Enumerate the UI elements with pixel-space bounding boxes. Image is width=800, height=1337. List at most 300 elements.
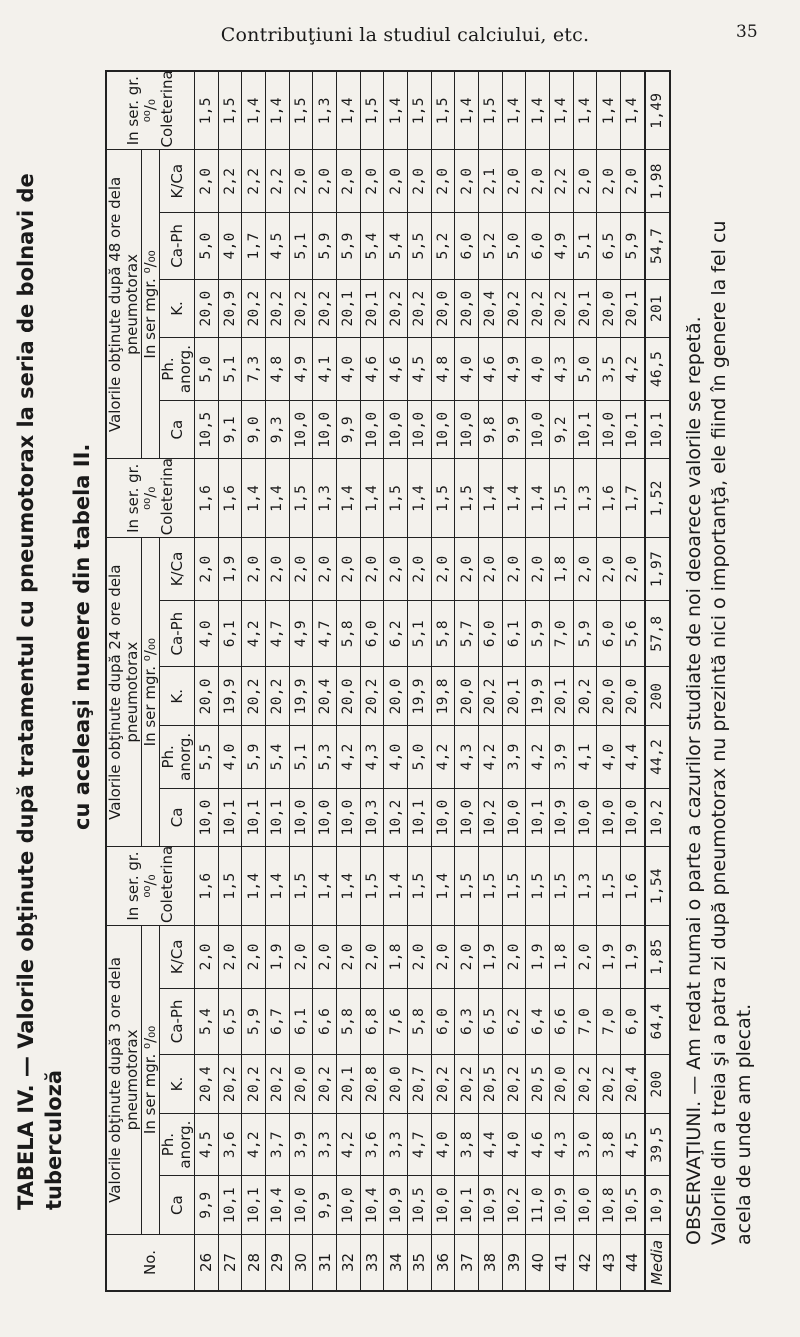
cell-g3-2: 20,1 [360, 279, 384, 338]
cell-g3-5: 1,4 [550, 71, 574, 150]
cell-g2-2: 20,0 [337, 667, 361, 726]
cell-g1-4: 1,9 [526, 925, 550, 988]
row-number: 42 [573, 1234, 597, 1291]
cell-g3-1: 3,5 [597, 338, 621, 401]
cell-g1-5: 1,4 [337, 847, 361, 926]
cell-g1-0: 10,1 [218, 1176, 242, 1235]
cell-g1-4: 2,0 [337, 925, 361, 988]
cell-g1-0: 10,1 [242, 1176, 266, 1235]
row-number: 30 [289, 1234, 313, 1291]
cell-g2-1: 4,0 [384, 726, 408, 789]
cell-g2-1: 4,2 [479, 726, 503, 789]
cell-g3-2: 20,2 [266, 279, 290, 338]
cell-g2-3: 6,1 [218, 600, 242, 667]
group-2-coef: In ser. gr. ⁰⁰/₀ Coleterina [106, 459, 195, 538]
cell-g2-4: 2,0 [455, 538, 479, 601]
cell-g3-1: 46,5 [645, 338, 670, 401]
cell-g1-1: 3,3 [384, 1113, 408, 1176]
cell-g1-2: 20,2 [242, 1055, 266, 1114]
cell-g2-0: 10,0 [313, 788, 337, 847]
row-number: 37 [455, 1234, 479, 1291]
cell-g2-4: 2,0 [502, 538, 526, 601]
cell-g2-4: 1,8 [550, 538, 574, 601]
group-2-title: Valorile obţinute după 24 ore dela pneumotorax [106, 538, 142, 847]
table-row [384, 71, 408, 1291]
cell-g1-1: 4,2 [337, 1113, 361, 1176]
table-row [218, 71, 242, 1291]
cell-g2-4: 2,0 [479, 538, 503, 601]
group-3-title: Valorile obţinute după 48 ore dela pneumotorax [106, 150, 142, 459]
cell-g1-4: 1,8 [384, 925, 408, 988]
cell-g2-3: 4,9 [289, 600, 313, 667]
cell-g3-0: 10,0 [360, 400, 384, 459]
caption-line-1: TABELA IV. — Valorile obţinute după tratamentul cu pneumotorax la seria de bolnavi de tuberculoză [14, 173, 66, 1210]
cell-g1-0: 10,0 [337, 1176, 361, 1235]
cell-g2-2: 19,9 [408, 667, 432, 726]
group-1-coef: In ser. gr. ⁰⁰/₀ Coleterina [106, 847, 195, 926]
cell-g3-5: 1,5 [360, 71, 384, 150]
cell-g1-3: 6,6 [313, 988, 337, 1055]
cell-g1-4: 2,0 [218, 925, 242, 988]
cell-g3-0: 10,1 [573, 400, 597, 459]
column-header-row [160, 71, 195, 1291]
cell-g3-0: 10,0 [289, 400, 313, 459]
table-row [313, 71, 337, 1291]
cell-g3-4: 2,2 [218, 150, 242, 213]
cell-g1-5: 1,4 [242, 847, 266, 926]
cell-g3-5: 1,5 [218, 71, 242, 150]
cell-g1-2: 20,2 [266, 1055, 290, 1114]
table-row [360, 71, 384, 1291]
cell-g2-2: 19,9 [526, 667, 550, 726]
cell-g3-4: 2,0 [384, 150, 408, 213]
cell-g2-3: 57,8 [645, 600, 670, 667]
col-header-g2-0: Ca [160, 788, 195, 847]
cell-g3-1: 4,5 [408, 338, 432, 401]
cell-g2-5: 1,5 [550, 459, 574, 538]
cell-g1-4: 1,9 [479, 925, 503, 988]
cell-g1-5: 1,4 [313, 847, 337, 926]
cell-g2-0: 10,1 [242, 788, 266, 847]
page-number: 35 [736, 22, 758, 42]
cell-g3-0: 10,0 [313, 400, 337, 459]
cell-g2-5: 1,6 [195, 459, 219, 538]
cell-g2-4: 2,0 [621, 538, 645, 601]
cell-g2-0: 10,1 [526, 788, 550, 847]
cell-g2-5: 1,6 [597, 459, 621, 538]
table-row [431, 71, 455, 1291]
cell-g1-1: 3,9 [289, 1113, 313, 1176]
table-row [195, 71, 219, 1291]
cell-g2-5: 1,5 [384, 459, 408, 538]
cell-g2-5: 1,5 [431, 459, 455, 538]
cell-g2-3: 5,8 [431, 600, 455, 667]
cell-g3-2: 20,2 [384, 279, 408, 338]
cell-g2-4: 1,9 [218, 538, 242, 601]
cell-g1-5: 1,4 [384, 847, 408, 926]
cell-g3-5: 1,4 [455, 71, 479, 150]
group-1-subtitle: In ser mgr. ⁰/₀₀ [142, 925, 160, 1234]
cell-g3-4: 1,98 [645, 150, 670, 213]
row-number: 38 [479, 1234, 503, 1291]
cell-g1-1: 39,5 [645, 1113, 670, 1176]
cell-g2-0: 10,3 [360, 788, 384, 847]
cell-g3-3: 5,9 [337, 213, 361, 280]
cell-g3-3: 4,0 [218, 213, 242, 280]
cell-g1-0: 10,4 [266, 1176, 290, 1235]
cell-g3-4: 2,0 [337, 150, 361, 213]
cell-g1-3: 6,0 [431, 988, 455, 1055]
cell-g2-5: 1,7 [621, 459, 645, 538]
cell-g2-1: 3,9 [550, 726, 574, 789]
table-row [573, 71, 597, 1291]
cell-g2-3: 6,0 [597, 600, 621, 667]
cell-g2-1: 4,2 [337, 726, 361, 789]
cell-g1-1: 3,8 [597, 1113, 621, 1176]
cell-g3-4: 2,0 [455, 150, 479, 213]
cell-g3-2: 20,1 [573, 279, 597, 338]
cell-g3-4: 2,0 [597, 150, 621, 213]
cell-g3-2: 20,4 [479, 279, 503, 338]
cell-g2-3: 4,7 [266, 600, 290, 667]
cell-g3-5: 1,4 [573, 71, 597, 150]
cell-g2-5: 1,4 [479, 459, 503, 538]
cell-g1-2: 20,1 [337, 1055, 361, 1114]
cell-g2-1: 5,0 [408, 726, 432, 789]
cell-g3-2: 20,2 [526, 279, 550, 338]
cell-g3-4: 2,0 [502, 150, 526, 213]
table-row [242, 71, 266, 1291]
cell-g1-2: 20,4 [195, 1055, 219, 1114]
row-number: 41 [550, 1234, 574, 1291]
cell-g2-2: 20,0 [597, 667, 621, 726]
row-number: 31 [313, 1234, 337, 1291]
cell-g1-2: 20,4 [621, 1055, 645, 1114]
cell-g2-3: 4,0 [195, 600, 219, 667]
row-number: 40 [526, 1234, 550, 1291]
cell-g3-1: 4,0 [455, 338, 479, 401]
group-2-subtitle: In ser mgr. ⁰/₀₀ [142, 538, 160, 847]
col-header-g2-2: K. [160, 667, 195, 726]
cell-g1-1: 4,4 [479, 1113, 503, 1176]
col-header-g1-2: K. [160, 1055, 195, 1114]
cell-g1-5: 1,5 [360, 847, 384, 926]
cell-g3-1: 4,9 [289, 338, 313, 401]
cell-g3-3: 5,0 [502, 213, 526, 280]
cell-g1-0: 10,9 [645, 1176, 670, 1235]
cell-g3-5: 1,5 [289, 71, 313, 150]
table-head [106, 71, 195, 1291]
cell-g3-0: 9,9 [502, 400, 526, 459]
cell-g1-0: 10,0 [431, 1176, 455, 1235]
cell-g2-5: 1,4 [408, 459, 432, 538]
cell-g2-5: 1,52 [645, 459, 670, 538]
cell-g1-3: 7,0 [597, 988, 621, 1055]
cell-g1-5: 1,5 [597, 847, 621, 926]
cell-g1-2: 200 [645, 1055, 670, 1114]
cell-g1-1: 3,7 [266, 1113, 290, 1176]
cell-g3-4: 2,1 [479, 150, 503, 213]
cell-g3-1: 5,0 [195, 338, 219, 401]
cell-g2-0: 10,2 [645, 788, 670, 847]
table-row [526, 71, 550, 1291]
col-header-g2-4: K/Ca [160, 538, 195, 601]
cell-g1-5: 1,6 [621, 847, 645, 926]
cell-g3-3: 5,2 [431, 213, 455, 280]
cell-g3-2: 20,2 [550, 279, 574, 338]
cell-g3-4: 2,2 [550, 150, 574, 213]
table-row [597, 71, 621, 1291]
cell-g2-3: 5,9 [573, 600, 597, 667]
cell-g1-4: 1,9 [266, 925, 290, 988]
cell-g3-2: 20,1 [337, 279, 361, 338]
cell-g1-3: 6,0 [621, 988, 645, 1055]
row-number: 28 [242, 1234, 266, 1291]
table-wrapper [105, 70, 671, 1292]
cell-g2-1: 4,3 [455, 726, 479, 789]
cell-g1-5: 1,4 [266, 847, 290, 926]
col-header-g1-0: Ca [160, 1176, 195, 1235]
cell-g3-3: 5,1 [289, 213, 313, 280]
cell-g3-1: 4,0 [337, 338, 361, 401]
cell-g2-3: 6,0 [479, 600, 503, 667]
row-number: 26 [195, 1234, 219, 1291]
col-header-g3-1: Ph. anorg. [160, 338, 195, 401]
cell-g1-0: 10,9 [384, 1176, 408, 1235]
table-row [266, 71, 290, 1291]
cell-g2-5: 1,4 [242, 459, 266, 538]
cell-g1-2: 20,2 [313, 1055, 337, 1114]
cell-g1-4: 2,0 [408, 925, 432, 988]
cell-g3-3: 6,0 [526, 213, 550, 280]
cell-g1-0: 10,9 [550, 1176, 574, 1235]
header-no: No. [106, 1234, 195, 1291]
cell-g3-1: 4,6 [479, 338, 503, 401]
cell-g2-3: 5,6 [621, 600, 645, 667]
cell-g3-2: 20,2 [502, 279, 526, 338]
cell-g2-0: 10,0 [621, 788, 645, 847]
cell-g2-2: 20,2 [573, 667, 597, 726]
cell-g1-4: 2,0 [313, 925, 337, 988]
cell-g3-3: 4,9 [550, 213, 574, 280]
table-row [408, 71, 432, 1291]
cell-g2-3: 7,0 [550, 600, 574, 667]
cell-g3-5: 1,4 [502, 71, 526, 150]
cell-g3-2: 20,0 [431, 279, 455, 338]
cell-g1-2: 20,2 [455, 1055, 479, 1114]
cell-g3-3: 5,5 [408, 213, 432, 280]
cell-g2-0: 10,0 [289, 788, 313, 847]
cell-g1-3: 64,4 [645, 988, 670, 1055]
cell-g2-4: 2,0 [384, 538, 408, 601]
cell-g3-3: 5,1 [573, 213, 597, 280]
cell-g3-2: 20,2 [242, 279, 266, 338]
cell-g1-0: 10,4 [360, 1176, 384, 1235]
cell-g1-1: 4,0 [502, 1113, 526, 1176]
cell-g2-1: 5,5 [195, 726, 219, 789]
cell-g2-3: 5,1 [408, 600, 432, 667]
cell-g1-4: 1,85 [645, 925, 670, 988]
cell-g3-4: 2,0 [408, 150, 432, 213]
cell-g1-0: 10,0 [289, 1176, 313, 1235]
cell-g1-5: 1,5 [502, 847, 526, 926]
running-head [130, 0, 680, 60]
cell-g3-0: 9,1 [218, 400, 242, 459]
cell-g1-3: 6,4 [526, 988, 550, 1055]
col-header-g3-4: K/Ca [160, 150, 195, 213]
observation-line-1: OBSERVAŢIUNI. — Am redat numai o parte a cazurilor studiate de noi deoarece valorile se repetă. [683, 316, 705, 1245]
cell-g3-2: 20,2 [289, 279, 313, 338]
cell-g2-5: 1,4 [266, 459, 290, 538]
cell-g1-2: 20,0 [384, 1055, 408, 1114]
cell-g3-4: 2,0 [313, 150, 337, 213]
cell-g1-1: 3,3 [313, 1113, 337, 1176]
cell-g1-4: 2,0 [289, 925, 313, 988]
cell-g2-0: 10,0 [195, 788, 219, 847]
cell-g3-2: 20,0 [597, 279, 621, 338]
table-row [621, 71, 645, 1291]
cell-g3-3: 6,5 [597, 213, 621, 280]
cell-g1-3: 5,8 [337, 988, 361, 1055]
cell-g3-4: 2,0 [289, 150, 313, 213]
cell-g3-4: 2,0 [621, 150, 645, 213]
row-number: 33 [360, 1234, 384, 1291]
cell-g2-0: 10,1 [218, 788, 242, 847]
cell-g3-5: 1,3 [313, 71, 337, 150]
cell-g1-2: 20,2 [573, 1055, 597, 1114]
cell-g1-4: 2,0 [242, 925, 266, 988]
cell-g3-3: 5,2 [479, 213, 503, 280]
observation-line-2: Valorile din a treia şi a patra zi după pneumotorax nu prezintă nici o importanţă, ele fiind în genere la fel cu [708, 220, 730, 1245]
cell-g1-1: 4,5 [195, 1113, 219, 1176]
cell-g2-2: 200 [645, 667, 670, 726]
cell-g2-3: 6,0 [360, 600, 384, 667]
cell-g3-3: 4,5 [266, 213, 290, 280]
cell-g1-0: 10,9 [479, 1176, 503, 1235]
cell-g1-3: 6,1 [289, 988, 313, 1055]
cell-g2-2: 19,9 [218, 667, 242, 726]
cell-g1-3: 5,4 [195, 988, 219, 1055]
cell-g1-3: 7,6 [384, 988, 408, 1055]
cell-g3-2: 20,2 [408, 279, 432, 338]
cell-g3-3: 5,4 [384, 213, 408, 280]
cell-g1-1: 4,0 [431, 1113, 455, 1176]
cell-g3-1: 4,8 [431, 338, 455, 401]
cell-g2-2: 20,1 [550, 667, 574, 726]
cell-g3-5: 1,5 [431, 71, 455, 150]
cell-g1-3: 6,5 [218, 988, 242, 1055]
cell-g1-1: 3,6 [360, 1113, 384, 1176]
cell-g3-4: 2,0 [573, 150, 597, 213]
row-number: 43 [597, 1234, 621, 1291]
cell-g2-3: 5,7 [455, 600, 479, 667]
cell-g3-2: 201 [645, 279, 670, 338]
cell-g1-5: 1,5 [479, 847, 503, 926]
cell-g2-4: 2,0 [408, 538, 432, 601]
col-header-g2-1: Ph. anorg. [160, 726, 195, 789]
cell-g3-0: 10,1 [621, 400, 645, 459]
cell-g1-4: 2,0 [360, 925, 384, 988]
cell-g1-0: 9,9 [195, 1176, 219, 1235]
cell-g1-4: 2,0 [502, 925, 526, 988]
running-head-title: Contribuţiuni la studiul calciului, etc. [220, 24, 590, 46]
cell-g3-1: 4,9 [502, 338, 526, 401]
data-table [105, 70, 671, 1292]
cell-g2-2: 20,0 [455, 667, 479, 726]
cell-g2-2: 20,0 [195, 667, 219, 726]
cell-g1-4: 2,0 [455, 925, 479, 988]
cell-g2-2: 20,2 [360, 667, 384, 726]
cell-g3-5: 1,4 [621, 71, 645, 150]
cell-g2-2: 20,2 [479, 667, 503, 726]
cell-g2-0: 10,0 [455, 788, 479, 847]
cell-g3-4: 2,0 [360, 150, 384, 213]
cell-g1-1: 3,6 [218, 1113, 242, 1176]
cell-g3-3: 5,9 [621, 213, 645, 280]
col-header-g3-3: Ca-Ph [160, 213, 195, 280]
cell-g2-0: 10,0 [573, 788, 597, 847]
cell-g2-1: 4,0 [218, 726, 242, 789]
cell-g2-4: 2,0 [360, 538, 384, 601]
cell-g2-0: 10,0 [502, 788, 526, 847]
cell-g2-2: 20,4 [313, 667, 337, 726]
cell-g3-0: 10,0 [597, 400, 621, 459]
cell-g2-1: 4,1 [573, 726, 597, 789]
cell-g1-3: 7,0 [573, 988, 597, 1055]
cell-g2-2: 19,9 [289, 667, 313, 726]
cell-g2-5: 1,4 [337, 459, 361, 538]
row-number: 39 [502, 1234, 526, 1291]
cell-g1-5: 1,54 [645, 847, 670, 926]
mean-row [645, 71, 670, 1291]
cell-g1-4: 1,9 [597, 925, 621, 988]
cell-g3-4: 2,2 [266, 150, 290, 213]
group-3-subtitle: In ser mgr. ⁰/₀₀ [142, 150, 160, 459]
cell-g1-5: 1,6 [195, 847, 219, 926]
cell-g2-2: 19,8 [431, 667, 455, 726]
cell-g1-4: 1,9 [621, 925, 645, 988]
cell-g3-0: 9,8 [479, 400, 503, 459]
cell-g1-5: 1,3 [573, 847, 597, 926]
cell-g3-0: 10,0 [431, 400, 455, 459]
cell-g2-5: 1,4 [502, 459, 526, 538]
cell-g2-0: 10,0 [431, 788, 455, 847]
cell-g3-3: 54,7 [645, 213, 670, 280]
cell-g1-1: 4,6 [526, 1113, 550, 1176]
row-number: 35 [408, 1234, 432, 1291]
cell-g2-0: 10,2 [384, 788, 408, 847]
cell-g1-0: 10,8 [597, 1176, 621, 1235]
cell-g2-4: 2,0 [597, 538, 621, 601]
cell-g1-5: 1,5 [526, 847, 550, 926]
cell-g1-2: 20,2 [218, 1055, 242, 1114]
table-row [502, 71, 526, 1291]
cell-g2-4: 2,0 [431, 538, 455, 601]
cell-g2-2: 20,2 [266, 667, 290, 726]
cell-g3-2: 20,0 [195, 279, 219, 338]
cell-g1-2: 20,0 [289, 1055, 313, 1114]
cell-g3-5: 1,4 [266, 71, 290, 150]
cell-g1-5: 1,5 [218, 847, 242, 926]
cell-g2-4: 2,0 [266, 538, 290, 601]
table-row [289, 71, 313, 1291]
cell-g1-2: 20,8 [360, 1055, 384, 1114]
cell-g2-0: 10,0 [597, 788, 621, 847]
cell-g3-3: 5,0 [195, 213, 219, 280]
cell-g2-1: 5,3 [313, 726, 337, 789]
cell-g2-5: 1,6 [218, 459, 242, 538]
cell-g1-2: 20,2 [502, 1055, 526, 1114]
